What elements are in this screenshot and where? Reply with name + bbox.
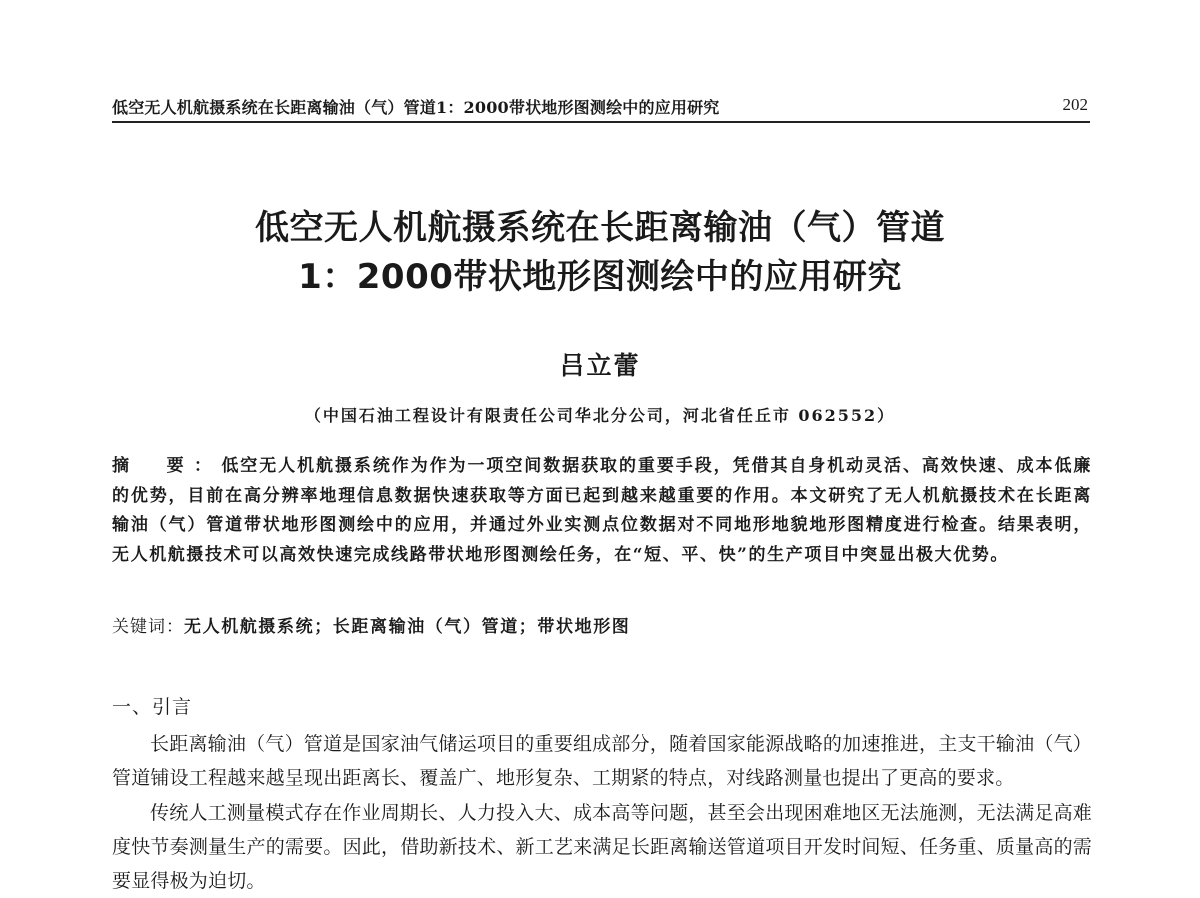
- body-paragraph: 传统人工测量模式存在作业周期长、人力投入大、成本高等问题，甚至会出现困难地区无法施测，无法满足高难度快节奏测量生产的需要。因此，借助新技术、新工艺来满足长距离输送管道项目开发时间短、任务重、质量高的需要显得极为迫切。: [112, 802, 1092, 892]
- author-name: 吕立蕾: [559, 351, 641, 380]
- abstract-label: 摘 要：: [112, 456, 222, 476]
- page-number: 202: [1062, 95, 1088, 114]
- running-header: [112, 93, 1090, 123]
- abstract: [112, 452, 1092, 570]
- running-title: 低空无人机航摄系统在长距离输油（气）管道1：2000带状地形图测绘中的应用研究: [112, 98, 720, 117]
- body-paragraph: 长距离输油（气）管道是国家油气储运项目的重要组成部分，随着国家能源战略的加速推进，主支干输油（气）管道铺设工程越来越呈现出距离长、覆盖广、地形复杂、工期紧的特点，对线路测量也提出了更高的要求。: [112, 733, 1092, 789]
- abstract-text: 低空无人机航摄系统作为作为一项空间数据获取的重要手段，凭借其自身机动灵活、高效快速、成本低廉的优势，目前在高分辨率地理信息数据快速获取等方面已起到越来越重要的作用。本文研究了无人机航摄技术在长距离输油（气）管道带状地形图测绘中的应用，并通过外业实测点位数据对不同地形地貌地形图精度进行检查。结果表明，无人机航摄技术可以高效快速完成线路带状地形图测绘任务，在“短、平、快”的生产项目中突显出极大优势。: [112, 456, 1092, 565]
- paper-title-line-1: 低空无人机航摄系统在长距离输油（气）管道: [255, 208, 945, 248]
- keywords-text: 无人机航摄系统；长距离输油（气）管道；带状地形图: [184, 617, 631, 637]
- author-affiliation: （中国石油工程设计有限责任公司华北分公司，河北省任丘市 062552）: [304, 406, 896, 425]
- keywords-label: 关键词：: [112, 617, 184, 637]
- section-heading-introduction: 一、引言: [112, 696, 193, 718]
- keywords: [112, 612, 1092, 637]
- paper-title-line-2: 1：2000带状地形图测绘中的应用研究: [298, 257, 902, 297]
